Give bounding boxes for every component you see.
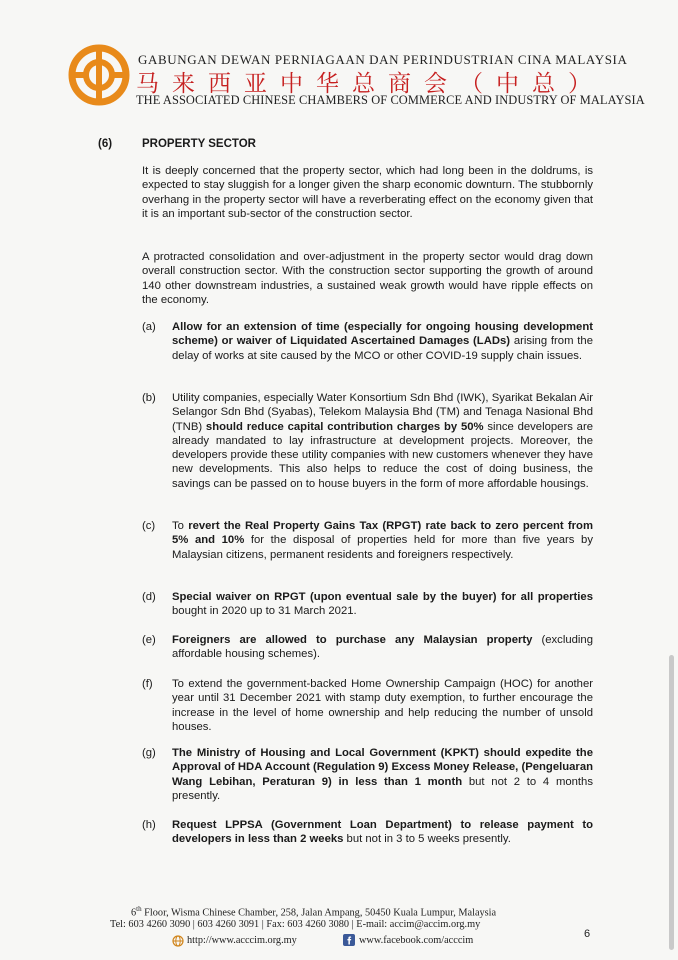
item-label: (d) [142, 591, 156, 603]
footer-facebook-link[interactable]: www.facebook.com/acccim [359, 935, 474, 946]
item-text: The Ministry of Housing and Local Government (KPKT) should expedite the Approval of HDA Account (Regulation 9) Excess Money Release, (Pengeluaran Wang Lebihan, Peraturan 9) in less than 1 month but not 2 to 4 months presently. [172, 747, 594, 802]
item-label: (g) [142, 747, 156, 759]
item-label: (b) [142, 392, 156, 404]
item-text: Utility companies, especially Water Konsortium Sdn Bhd (IWK), Syarikat Bekalan Air Selangor Sdn Bhd (Syabas), Telekom Malaysia Bhd (TM) and Tenaga Nasional Bhd (TNB) should reduce capital contribution charges by 50% since developers are already mandated to lay infrastructure at development projects. Moreover, the developers provide these utility companies with new customers whenever they have new developments. This also helps to reduce the cost of doing business, the savings can be passed on to house buyers in the form of more affordable housings. [172, 392, 593, 490]
intro-paragraph-2: A protracted consolidation and over-adjustment in the property sector would drag down overall construction sector. With the construction sector supporting the growth of around 140 other downstream industries, a sustained weak growth would have ripple effects on the economy. [142, 251, 593, 306]
footer-address: 6th Floor, Wisma Chinese Chamber, 258, Jalan Ampang, 50450 Kuala Lumpur, Malaysia [131, 905, 497, 919]
item-label: (e) [142, 634, 156, 646]
footer-contact: Tel: 603 4260 3090 | 603 4260 3091 | Fax: 603 4260 3080 | E-mail: accim@accim.org.my [110, 919, 481, 930]
acccim-logo-icon [68, 44, 130, 106]
footer-website-link[interactable]: http://www.acccim.org.my [187, 935, 297, 946]
intro-paragraph-1: It is deeply concerned that the property sector, which had long been in the doldrums, is expected to stay sluggish for a longer given the sharp economic downturn. The stubbornly overhang in the property sector will have a reverberating effect on the economy given that it is an important sub-sector of the construction sector. [142, 165, 593, 220]
page-number: 6 [584, 928, 591, 940]
facebook-icon [343, 934, 355, 946]
item-text: To extend the government-backed Home Ownership Campaign (HOC) for another year until 31 December 2021 with stamp duty exemption, to further encourage the increase in the level of home ownership and help reducing the number of unsold houses. [172, 678, 593, 733]
item-label: (c) [142, 520, 156, 532]
scrollbar-thumb[interactable] [669, 655, 674, 950]
globe-icon [172, 935, 184, 947]
item-label: (f) [142, 678, 153, 690]
section-number: (6) [98, 138, 113, 150]
org-name-malay: GABUNGAN DEWAN PERNIAGAAN DAN PERINDUSTRIAN CINA MALAYSIA [138, 52, 628, 67]
org-name-chinese: 马来西亚中华总商会（中总） [136, 71, 604, 97]
org-name-english: THE ASSOCIATED CHINESE CHAMBERS OF COMMERCE AND INDUSTRY OF MALAYSIA [136, 93, 645, 107]
item-text: Allow for an extension of time (especially for ongoing housing development scheme) or waiver of Liquidated Ascertained Damages (LADs) arising from the delay of works at site caused by the MCO or other COVID-19 supply chain issues. [172, 321, 593, 362]
section-title: PROPERTY SECTOR [142, 138, 256, 150]
item-text: Special waiver on RPGT (upon eventual sale by the buyer) for all properties bought in 2020 up to 31 March 2021. [172, 591, 593, 618]
item-text: Request LPPSA (Government Loan Department) to release payment to developers in less than 2 weeks but not in 3 to 5 weeks presently. [172, 819, 593, 846]
item-label: (a) [142, 321, 156, 333]
item-label: (h) [142, 819, 156, 831]
item-text: Foreigners are allowed to purchase any Malaysian property (excluding affordable housing schemes). [172, 634, 593, 661]
item-text: To revert the Real Property Gains Tax (RPGT) rate back to zero percent from 5% and 10% for the disposal of properties held for more than five years by Malaysian citizens, permanent residents and foreigners respectively. [172, 520, 594, 561]
